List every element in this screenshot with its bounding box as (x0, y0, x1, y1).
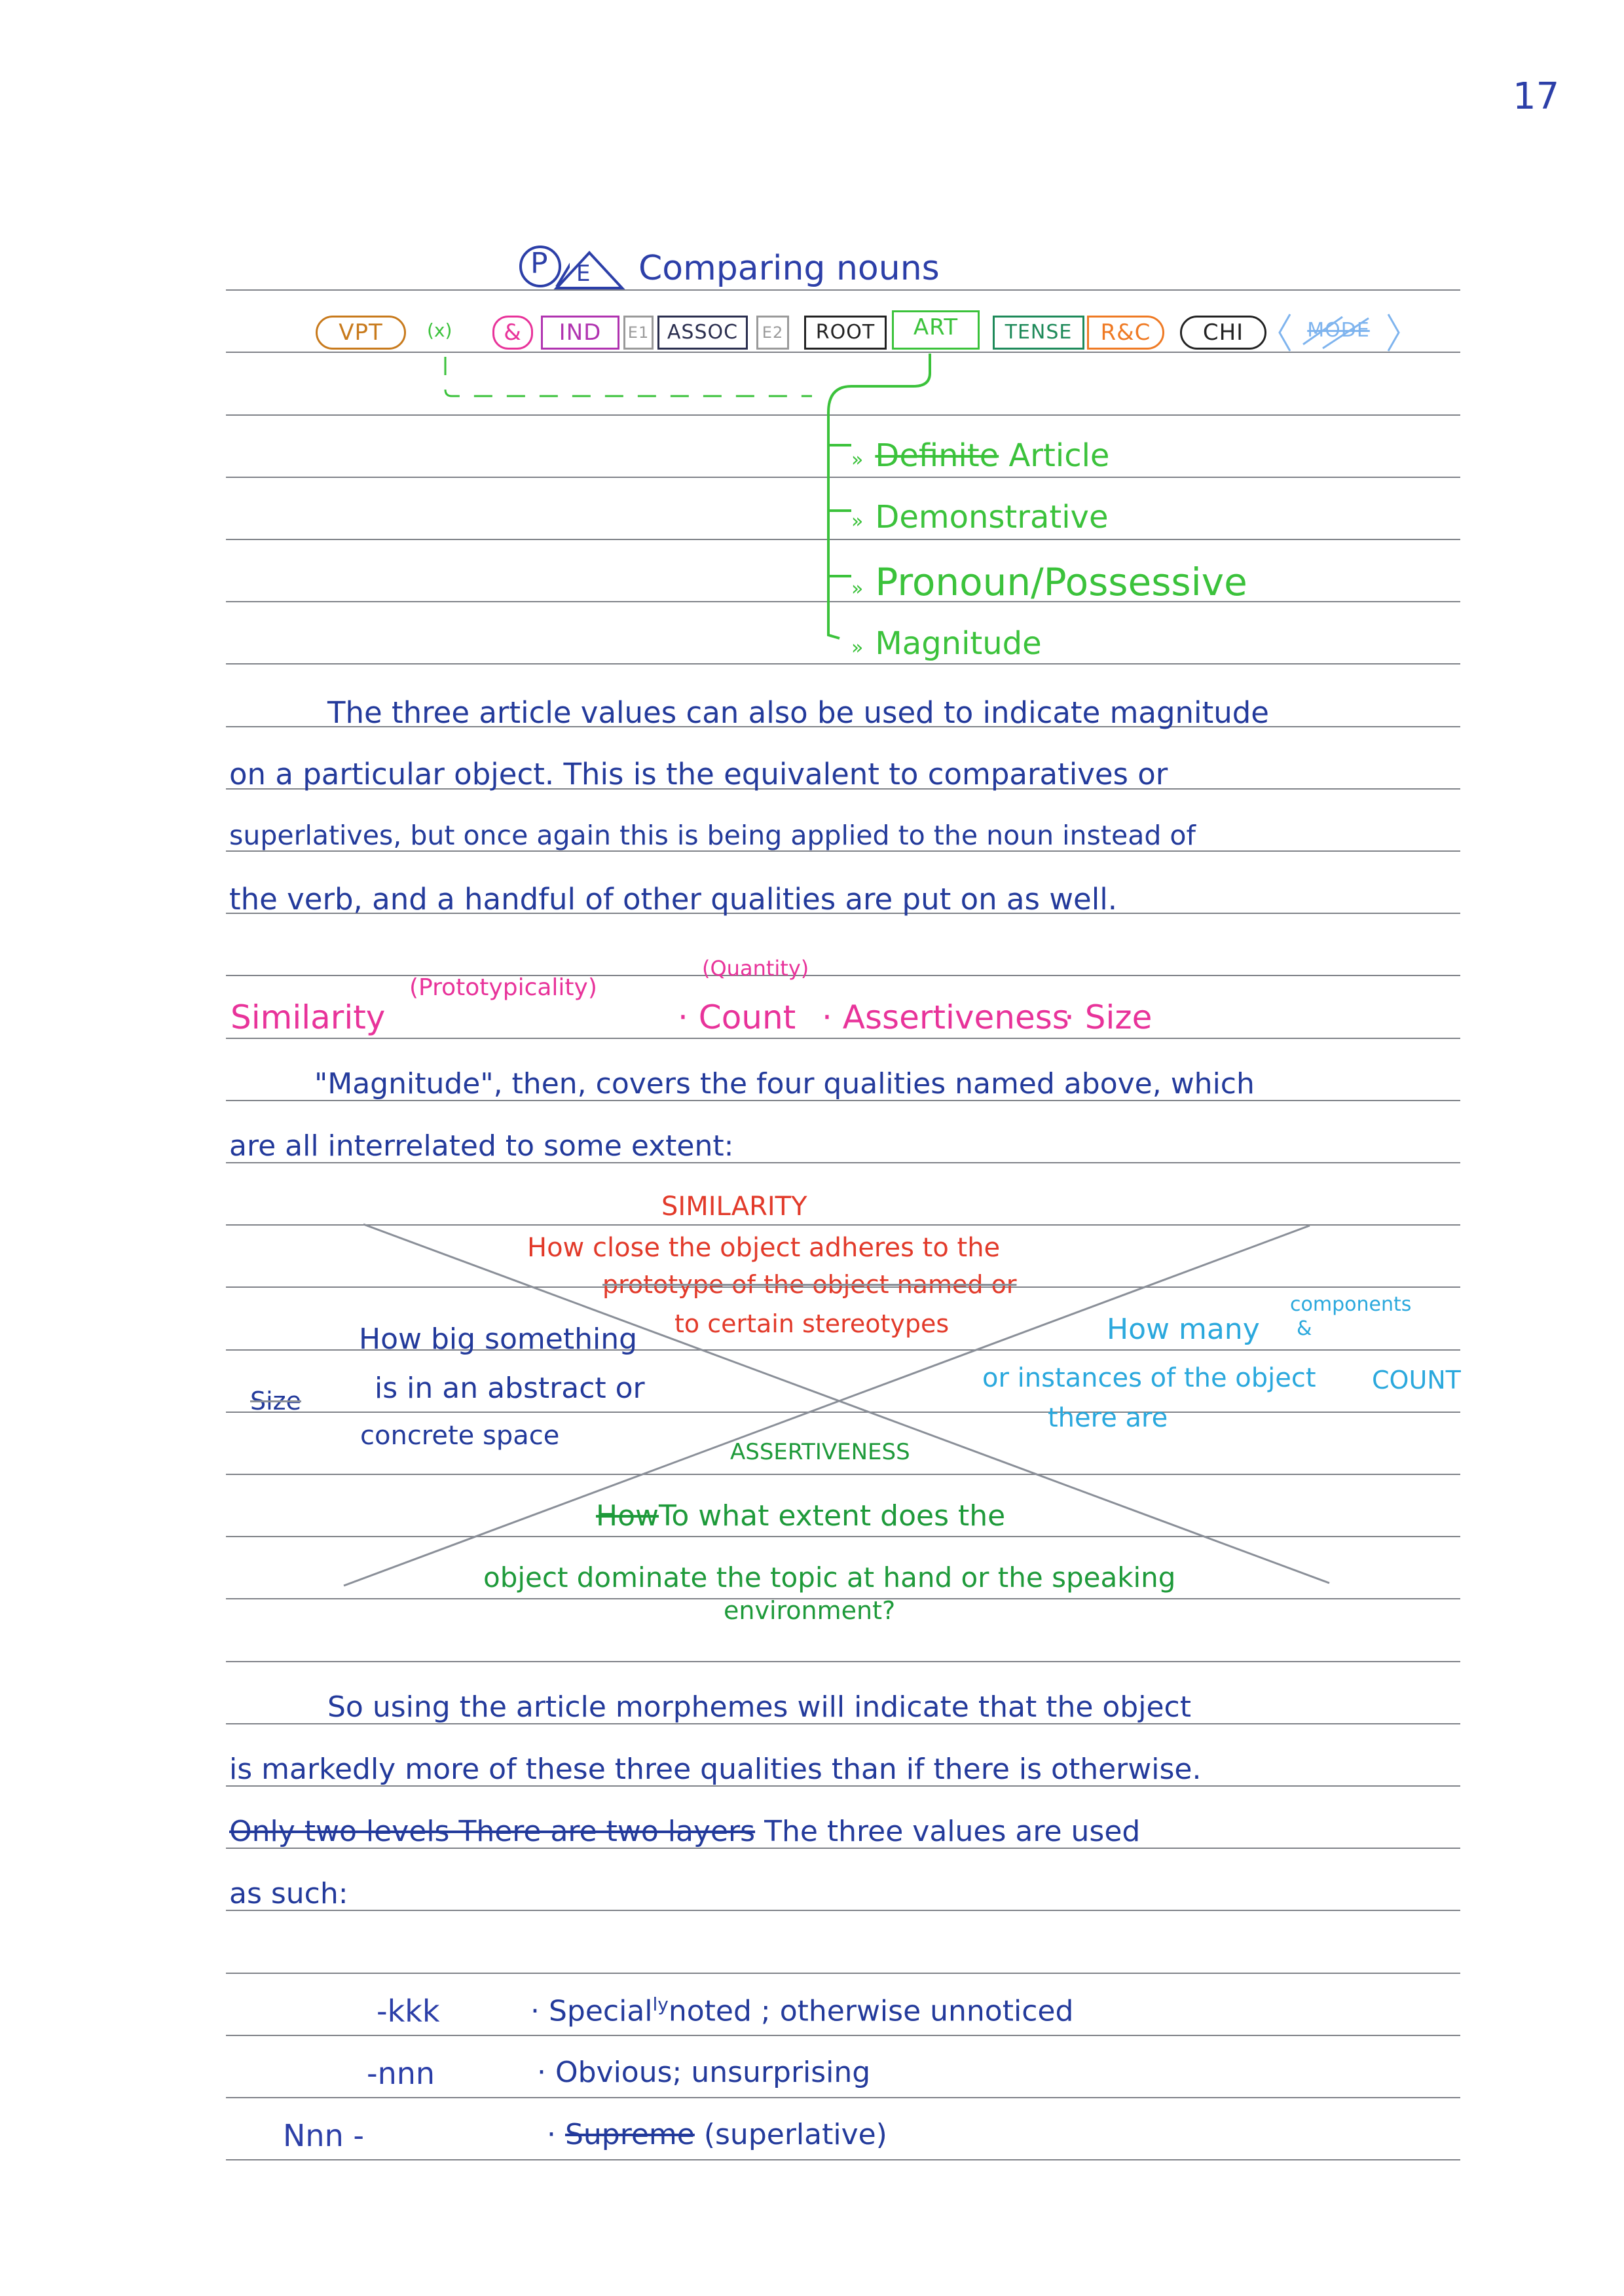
branch-demonstrative: » Demonstrative (851, 499, 1109, 536)
badge-x: (x) (427, 319, 452, 341)
similarity-text-line: How close the object adheres to the (527, 1233, 1001, 1263)
list-item (367, 2056, 435, 2091)
badge-vpt: VPT (316, 316, 406, 350)
paragraph-line: as such: (229, 1877, 348, 1910)
morpheme-label: Nnn - (283, 2118, 364, 2153)
quality-assertiveness: · Assertiveness (822, 998, 1069, 1036)
paragraph-line: Only two levels There are two layers The three values are used (229, 1815, 1141, 1848)
paragraph-line: is markedly more of these three qualities than if there is otherwise. (229, 1753, 1202, 1786)
triangle-letter: E (576, 261, 591, 287)
badge-tense: TENSE (993, 316, 1084, 350)
badge-mode: MODE (1307, 319, 1370, 342)
count-text-line: How many (1107, 1313, 1260, 1346)
branch-definite-article: » Definite Article (851, 437, 1110, 474)
size-title: Size (250, 1387, 302, 1415)
paragraph-line: The three article values can also be used to indicate magnitude (327, 695, 1269, 730)
badge-r-and-c: R&C (1087, 316, 1164, 350)
paragraph-line: So using the article morphemes will indicate that the object (327, 1690, 1191, 1724)
list-item (377, 1994, 440, 2029)
quality-size: · Size (1064, 998, 1153, 1036)
badge-e1: E1 (623, 316, 654, 350)
circle-letter: P (530, 247, 548, 280)
count-text-line: or instances of the object (982, 1363, 1316, 1393)
similarity-text-line: to certain stereotypes (674, 1309, 950, 1338)
paragraph-line: on a particular object. This is the equivalent to comparatives or (229, 757, 1168, 792)
assertiveness-title: ASSERTIVENESS (730, 1439, 910, 1465)
assertiveness-text-line: HowTo what extent does the (596, 1499, 1006, 1533)
assertiveness-text-line: object dominate the topic at hand or the speaking (483, 1561, 1176, 1594)
paragraph-line: are all interrelated to some extent: (229, 1129, 734, 1163)
badge-ampersand: & (492, 316, 533, 350)
double-arrow-icon: » (851, 448, 864, 471)
paragraph-line: superlatives, but once again this is being applied to the noun instead of (229, 820, 1196, 851)
count-text-line: components (1290, 1293, 1412, 1316)
assertiveness-text-line: environment? (724, 1596, 896, 1625)
similarity-text-line: prototype of the object named or (602, 1270, 1017, 1299)
badge-art: ART (892, 310, 980, 350)
struck-text: Only two levels There are two layers (229, 1815, 756, 1848)
quality-count: · Count (678, 998, 796, 1036)
page-number: 17 (1513, 75, 1560, 118)
badge-root: ROOT (804, 316, 887, 350)
branch-magnitude: » Magnitude (851, 625, 1042, 662)
badge-e2: E2 (756, 316, 789, 350)
list-item: · Supreme (superlative) (547, 2118, 887, 2151)
quantity-note: (Quantity) (702, 956, 809, 981)
count-text-line: & (1297, 1317, 1312, 1340)
size-text-line: How big something (359, 1322, 638, 1356)
prototypicality-note: (Prototypicality) (409, 974, 597, 1001)
double-arrow-icon: » (851, 577, 864, 600)
morpheme-label: -kkk (377, 1994, 440, 2029)
branch-pronoun-possessive: » Pronoun/Possessive (851, 560, 1247, 604)
list-item: · Obvious; unsurprising (537, 2056, 871, 2089)
list-item (283, 2118, 364, 2153)
badge-assoc: ASSOC (657, 316, 748, 350)
paragraph-line: the verb, and a handful of other qualities are put on as well. (229, 882, 1118, 917)
list-item: · Special$^{ly}$noted ; otherwise unnoticed (530, 1994, 1074, 2028)
page-title: Comparing nouns (638, 249, 940, 288)
morpheme-label: -nnn (367, 2056, 435, 2091)
count-title: COUNT (1372, 1366, 1461, 1394)
count-text-line: there are (1048, 1403, 1168, 1433)
paragraph-line: "Magnitude", then, covers the four qualities named above, which (314, 1067, 1255, 1101)
quality-similarity: Similarity (231, 998, 386, 1036)
size-text-line: concrete space (360, 1421, 560, 1451)
double-arrow-icon: » (851, 636, 864, 659)
badge-chi: CHI (1180, 316, 1266, 350)
similarity-title: SIMILARITY (661, 1192, 807, 1222)
size-text-line: is in an abstract or (375, 1372, 645, 1405)
badge-ind: IND (541, 316, 619, 350)
double-arrow-icon: » (851, 510, 864, 533)
